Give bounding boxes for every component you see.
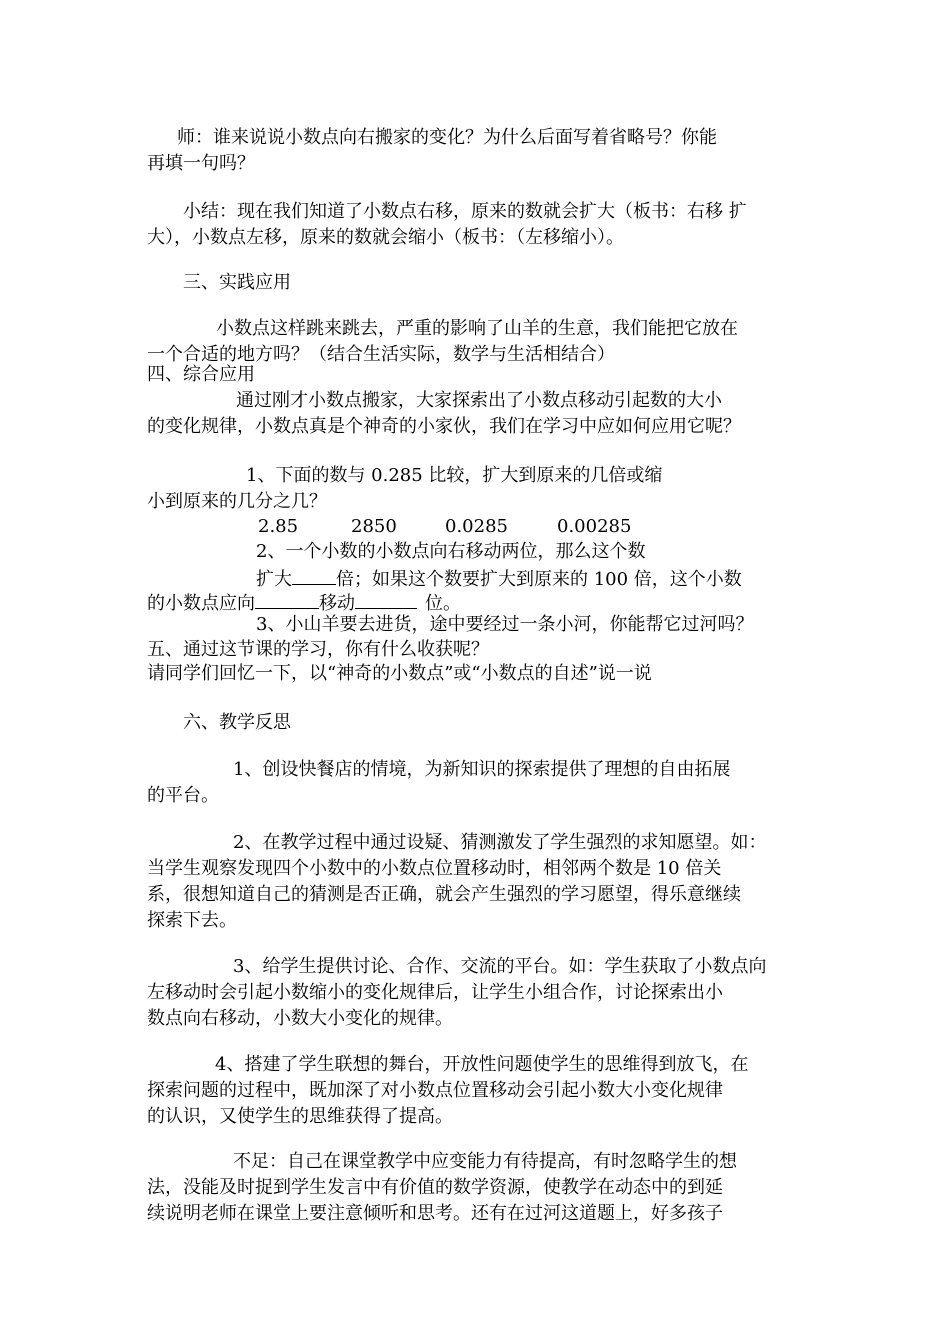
section-heading: 四、综合应用 (147, 364, 255, 385)
section-heading: 五、通过这节课的学习，你有什么收获呢？ (147, 639, 489, 660)
text-segment: 倍；如果这个数要扩大到原来的 100 倍，这个小数 (336, 569, 742, 590)
text-segment: 的小数点应向 (147, 593, 255, 614)
number-item: 2850 (351, 516, 397, 537)
text-segment: 移动 (319, 593, 355, 614)
paragraph-line: 当学生观察发现四个小数中的小数点位置移动时，相邻两个数是 10 倍关 (147, 858, 722, 879)
section-heading: 三、实践应用 (183, 272, 291, 293)
section-heading: 六、教学反思 (183, 712, 291, 733)
paragraph-line: 1、创设快餐店的情境，为新知识的探索提供了理想的自由拓展 (233, 759, 731, 780)
answer-blank (355, 590, 417, 609)
paragraph-line: 4、搭建了学生联想的舞台，开放性问题使学生的思维得到放飞，在 (215, 1054, 749, 1075)
paragraph-line: 2、在教学过程中通过设疑、猜测激发了学生强烈的求知愿望。如： (233, 832, 767, 853)
paragraph-line: 小数点这样跳来跳去，严重的影响了山羊的生意，我们能把它放在 (216, 318, 738, 339)
paragraph-line: 大），小数点左移，原来的数就会缩小（板书：（左移缩小）。 (147, 227, 624, 248)
text-segment: 扩大 (256, 569, 292, 590)
paragraph-line: 的变化规律，小数点真是个神奇的小家伙，我们在学习中应如何应用它呢？ (147, 416, 741, 437)
question-line: 3、小山羊要去进货，途中要经过一条小河，你能帮它过河吗？ (256, 614, 754, 635)
paragraph-line: 探索下去。 (147, 910, 237, 931)
paragraph-line: 的平台。 (147, 785, 219, 806)
number-item: 0.00285 (557, 516, 632, 537)
paragraph-line: 请同学们回忆一下，以“神奇的小数点”或“小数点的自述”说一说 (147, 663, 652, 684)
paragraph-line: 师：谁来说说小数点向右搬家的变化？为什么后面写着省略号？你能 (177, 127, 717, 148)
paragraph-line: 一个合适的地方吗？（结合生活实际，数学与生活相结合） (147, 344, 615, 365)
paragraph-line: 探索问题的过程中，既加深了对小数点位置移动会引起小数大小变化规律 (147, 1080, 723, 1101)
question-line: 1、下面的数与 0.285 比较，扩大到原来的几倍或缩 (246, 465, 663, 486)
paragraph-line: 的认识，又使学生的思维获得了提高。 (147, 1106, 453, 1127)
paragraph-line: 法，没能及时捉到学生发言中有价值的数学资源，使教学在动态中的到延 (147, 1177, 723, 1198)
question-line (256, 566, 742, 591)
paragraph-line: 系，很想知道自己的猜测是否正确，就会产生强烈的学习愿望，得乐意继续 (147, 884, 741, 905)
answer-blank (292, 566, 336, 585)
number-item: 2.85 (258, 516, 299, 537)
paragraph-line: 通过刚才小数点搬家，大家探索出了小数点移动引起数的大小 (236, 390, 722, 411)
paragraph-line: 再填一句吗？ (147, 153, 255, 174)
number-item: 0.0285 (445, 516, 508, 537)
question-line: 2、一个小数的小数点向右移动两位，那么这个数 (256, 541, 646, 562)
question-line: 小到原来的几分之几？ (147, 491, 327, 512)
paragraph-line: 数点向右移动，小数大小变化的规律。 (147, 1008, 453, 1029)
paragraph-line: 左移动时会引起小数缩小的变化规律后，让学生小组合作，讨论探索出小 (147, 982, 723, 1003)
answer-blank (255, 590, 319, 609)
question-line (147, 590, 461, 615)
text-segment: 位。 (425, 593, 461, 614)
paragraph-line: 不足：自己在课堂教学中应变能力有待提高，有时忽略学生的想 (233, 1151, 737, 1172)
paragraph-line: 小结：现在我们知道了小数点右移，原来的数就会扩大（板书：右移 扩 (183, 201, 747, 222)
paragraph-line: 续说明老师在课堂上要注意倾听和思考。还有在过河这道题上，好多孩子 (147, 1203, 723, 1224)
paragraph-line: 3、给学生提供讨论、合作、交流的平台。如：学生获取了小数点向 (233, 956, 767, 977)
